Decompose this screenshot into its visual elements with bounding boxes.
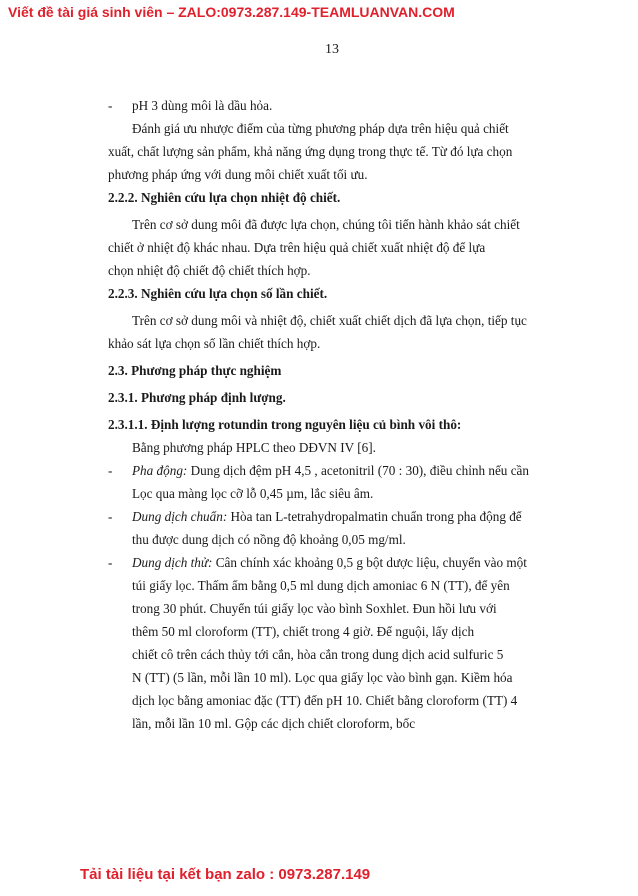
paragraph-line: Trên cơ sở dung môi và nhiệt độ, chiết xuất chiết dịch đã lựa chọn, tiếp tục [132,313,527,328]
list-item [108,459,566,482]
paragraph-line: lần, mỗi lần 10 ml. Gộp các dịch chiết cloroform, bốc [132,716,416,731]
bullet-dash: - [108,509,113,524]
section-heading-2-3-1: 2.3.1. Phương pháp định lượng. [108,390,286,405]
section-heading-2-3-1-1: 2.3.1.1. Định lượng rotundin trong nguyên liệu củ bình vôi thô: [108,417,462,432]
paragraph-line: Đánh giá ưu nhược điểm của từng phương pháp dựa trên hiệu quả chiết [132,121,509,136]
paragraph-line: Dung dịch đệm pH 4,5 , acetonitril (70 : 30), điều chỉnh nếu cần [187,463,530,478]
paragraph-line: chọn nhiệt độ chiết độ chiết thích hợp. [108,263,311,278]
paragraph-line: Lọc qua màng lọc cỡ lỗ 0,45 µm, lắc siêu âm. [132,486,374,501]
bullet-dash: - [108,463,113,478]
bullet-dash: - [108,555,113,570]
paragraph-line: Cân chính xác khoảng 0,5 g bột dược liệu, chuyển vào một [212,555,527,570]
bullet-dash: - [108,98,113,113]
paragraph-line: khảo sát lựa chọn số lần chiết thích hợp. [108,336,321,351]
paragraph-line: xuất, chất lượng sản phẩm, khả năng ứng dụng trong thực tế. Từ đó lựa chọn [108,144,513,159]
list-item [108,551,566,574]
paragraph-line: N (TT) (5 lần, mỗi lần 10 ml). Lọc qua giấy lọc vào bình gạn. Kiềm hóa [132,670,513,685]
list-item [108,505,566,528]
paragraph-line: Trên cơ sở dung môi đã được lựa chọn, chúng tôi tiến hành khảo sát chiết [132,217,520,232]
paragraph-line: dịch lọc bằng amoniac đặc (TT) đến pH 10. Chiết bằng cloroform (TT) 4 [132,693,518,708]
section-heading-2-3: 2.3. Phương pháp thực nghiệm [108,363,282,378]
list-item [108,94,566,117]
paragraph-line: trong 30 phút. Chuyển túi giấy lọc vào bình Soxhlet. Đun hồi lưu với [132,601,497,616]
document-body [108,94,566,735]
term-label: Dung dịch thử: [132,555,213,570]
paragraph-line: Bằng phương pháp HPLC theo DĐVN IV [6]. [132,440,376,455]
term-label: Pha động: [132,463,188,478]
paragraph-line: Hòa tan L-tetrahydropalmatin chuẩn trong pha động để [227,509,522,524]
paragraph-line: chiết cô trên cách thủy tới cắn, hòa cắn trong dung dịch acid sulfuric 5 [132,647,504,662]
paragraph-line: phương pháp ứng với dung môi chiết xuất tối ưu. [108,167,368,182]
footer-banner: Tải tài liệu tại kết bạn zalo : 0973.287.149 [80,866,371,883]
section-heading-2-2-2: 2.2.2. Nghiên cứu lựa chọn nhiệt độ chiết. [108,190,341,205]
paragraph-line: thu được dung dịch có nồng độ khoảng 0,05 mg/ml. [132,532,406,547]
header-banner: Viết đề tài giá sinh viên – ZALO:0973.287.149-TEAMLUANVAN.COM [8,4,455,20]
page-number: 13 [325,42,339,57]
paragraph-line: thêm 50 ml cloroform (TT), chiết trong 4 giờ. Để nguội, lấy dịch [132,624,475,639]
paragraph-line: túi giấy lọc. Thấm ẩm bằng 0,5 ml dung dịch amoniac 6 N (TT), để yên [132,578,510,593]
paragraph-line: chiết ở nhiệt độ khác nhau. Dựa trên hiệu quả chiết xuất nhiệt độ để lựa [108,240,486,255]
section-heading-2-2-3: 2.2.3. Nghiên cứu lựa chọn số lần chiết. [108,286,328,301]
term-label: Dung dịch chuẩn: [132,509,228,524]
paragraph-line: pH 3 dùng môi là dầu hỏa. [132,98,273,113]
